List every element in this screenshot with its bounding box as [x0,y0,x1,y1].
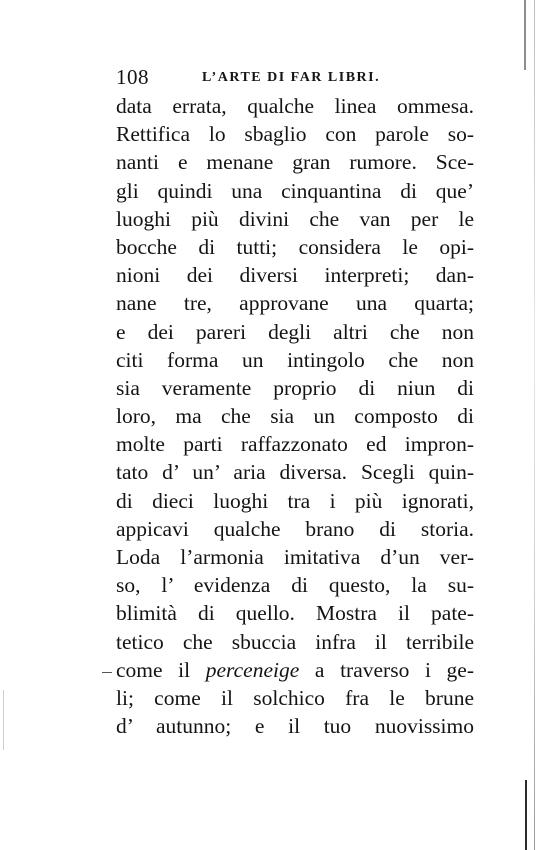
text-line: gli quindi una cinquantina di que’ [116,178,474,203]
page-edge-mark-left [3,690,4,750]
text-line: tato d’ un’ aria diversa. Scegli quin- [116,460,474,485]
page-edge-shadow [534,0,535,850]
text-line: citi forma un intingolo che non [116,347,474,372]
text-line: loro, ma che sia un composto di [116,404,474,429]
text-line: li; come il solchico fra le brune [116,685,474,710]
text-line: sia veramente proprio di niun di [116,375,474,400]
text-line: Loda l’armonia imitativa d’un ver- [116,545,474,569]
page-header [116,65,476,89]
text-line: so, l’ evidenza di questo, la su- [116,573,474,598]
margin-dash-mark [102,672,112,673]
text-line: bocche di tutti; considera le opi- [116,234,474,259]
page-edge-mark-top [524,0,526,70]
body-text [116,92,474,740]
text-line: blimità di quello. Mostra il pate- [116,601,474,626]
text-line: luoghi più divini che van per le [116,206,474,231]
page-edge-mark-bottom [525,780,527,850]
text-line: molte parti raffazzonato ed impron- [116,432,474,457]
text-line-with-italic [116,656,474,684]
text-line: appicavi qualche brano di storia. [116,516,474,541]
text-segment: a traverso i ge- [299,657,474,682]
text-line: d’ autunno; e il tuo nuovissimo [116,714,474,739]
page-number: 108 [116,65,149,89]
running-head: L’ARTE DI FAR LIBRI. [202,70,381,85]
text-line: tetico che sbuccia infra il terribile [116,629,474,654]
text-segment: come il [116,657,206,682]
text-line: Rettifica lo sbaglio con parole so- [116,122,474,147]
text-line: nanti e menane gran rumore. Sce- [116,150,474,175]
text-line: e dei pareri degli altri che non [116,319,474,344]
text-line: nane tre, approvane una quarta; [116,291,474,316]
text-line: di dieci luoghi tra i più ignorati, [116,488,474,513]
text-line: nioni dei diversi interpreti; dan- [116,263,474,288]
text-line: data errata, qualche linea ommesa. [116,94,474,118]
italic-word: perceneige [205,657,300,682]
